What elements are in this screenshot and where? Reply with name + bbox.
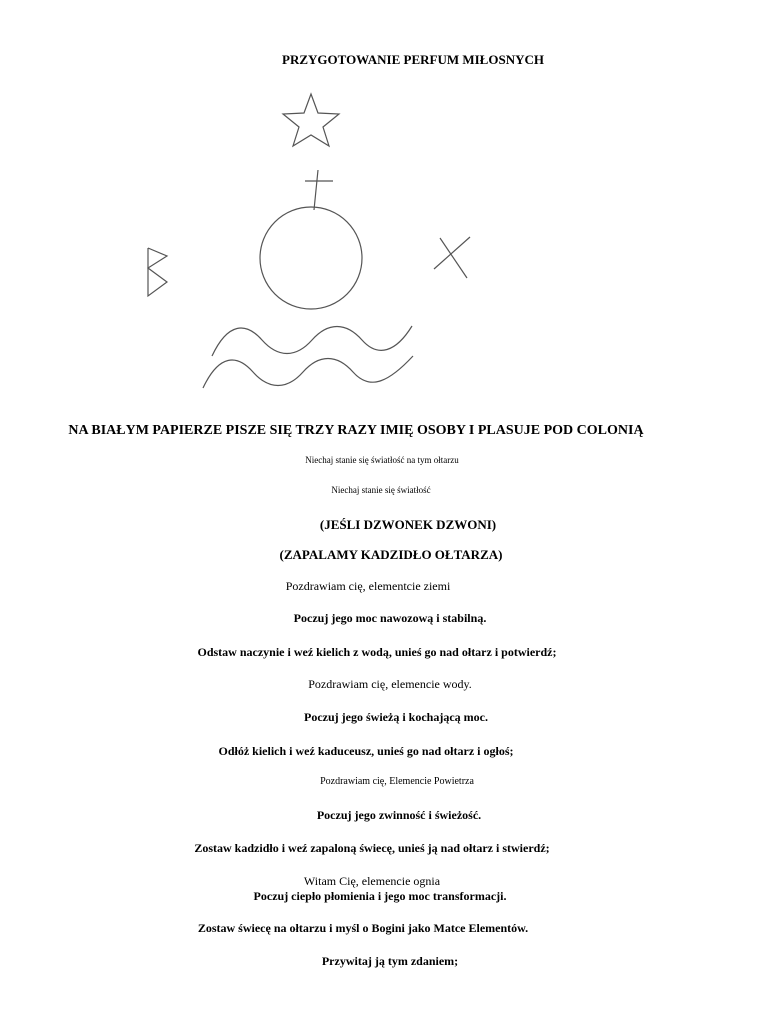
text-line: Poczuj jego świeżą i kochającą moc. [304,710,488,724]
text-line: Niechaj stanie się światłość [331,485,431,495]
text-line: Pozdrawiam cię, Elemencie Powietrza [320,776,474,787]
wave-icon [212,326,412,356]
text-line: Pozdrawiam cię, elemencie wody. [308,677,472,691]
text-line: Przywitaj ją tym zdaniem; [321,954,459,968]
text-line: Zostaw kadzidło i weź zapaloną świecę, unieś ją nad ołtarz i stwierdź; [194,841,550,855]
instruction-heading: NA BIAŁYM PAPIERZE PISZE SIĘ TRZY RAZY IMIĘ OSOBY I PLASUJE POD COLONIĄ [68,423,644,438]
bind-rune-icon [148,248,167,296]
x-rune-icon [434,237,470,278]
document-title: PRZYGOTOWANIE PERFUM MIŁOSNYCH [282,52,544,67]
text-line: (JEŚLI DZWONEK DZWONI) [319,517,497,532]
text-line: Odstaw naczynie i weź kielich z wodą, unieś go nad ołtarz i potwierdź; [197,645,557,659]
text-line: Witam Cię, elemencie ognia [303,874,441,888]
text-line: Odłóż kielich i weź kaduceusz, unieś go nad ołtarz i ogłoś; [218,744,514,758]
text-line: Zostaw świecę na ołtarzu i myśl o Bogini jako Matce Elementów. [197,921,529,935]
text-line: (ZAPALAMY KADZIDŁO OŁTARZA) [279,547,503,562]
star-icon [283,94,339,146]
circle-icon [260,207,362,309]
text-line: Niechaj stanie się światłość na tym ołtarzu [305,455,459,465]
text-line: Poczuj jego moc nawozową i stabilną. [293,611,487,625]
text-line: Poczuj jego zwinność i świeżość. [316,808,482,822]
symbol-drawing [0,0,768,400]
text-line: Pozdrawiam cię, elementcie ziemi [285,579,451,593]
wave-icon [203,356,413,388]
text-line: Poczuj ciepło płomienia i jego moc transformacji. [253,889,507,903]
cross-icon [305,170,333,210]
